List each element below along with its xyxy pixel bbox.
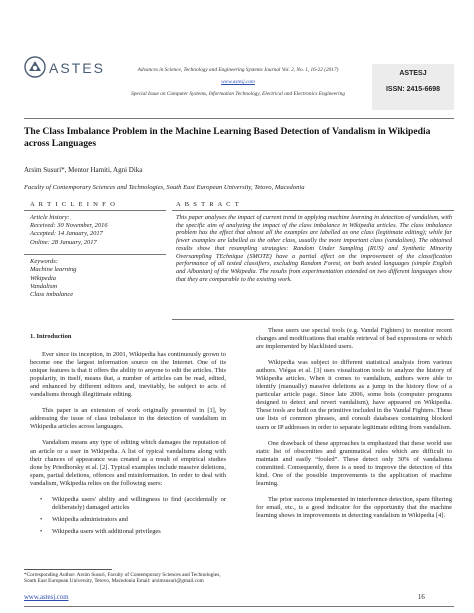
- keywords-heading: Keywords:: [30, 258, 58, 265]
- corresponding-author-footnote: *Corresponding Author: Arsim Susuri, Faculty of Contemporary Sciences and Technologies, South East European University, Tetovo, Macedonia Email: arsimsusuri@gmail.com: [24, 572, 221, 585]
- page-number: 16: [418, 594, 425, 601]
- paragraph: Vandalism means any type of editing which damages the reputation of an article or a user in Wikipedia. A list of typical vandalisms along with their chances of appearance was created as a result of empirical studies done by Priedhorsky et al. [2]. Typical examples include massive deletions, spam, partial deletions, offences and misinformation. In order to deal with vandalism, Wikipedia relies on the following users:: [30, 439, 226, 487]
- affiliation: Faculty of Contemporary Sciences and Technologies, South East European University, Tetovo, Macedonia: [24, 184, 305, 191]
- paragraph: The prior success implemented in interference detection, spam filtering for email, etc., is a good indicator for the opportunity that the machine learning shows in improvements in detecting vandalism in Wikipedia [4].: [256, 495, 452, 519]
- paragraph: This paper is an extension of work originally presented in [1], by addressing the issue of class imbalance in the detection of vandalism in Wikipedia articles across languages.: [30, 407, 226, 431]
- footnote-rule: [24, 569, 112, 570]
- abstract-label: A B S T R A C T: [176, 201, 241, 208]
- abstract-bottom-rule: [172, 319, 454, 320]
- journal-url-link[interactable]: www.astesj.com: [221, 79, 255, 86]
- abstract-rule: [172, 210, 454, 211]
- astes-logo: [24, 56, 120, 82]
- keyword-item: Class imbalance: [30, 291, 74, 299]
- history-heading: Article history:: [30, 214, 70, 221]
- user-list: [30, 496, 226, 536]
- paragraph: Ever since its inception, in 2001, Wikipedia has continuously grown to become one the largest information source on the Internet. One of its unique features is that it offers the ability to anyone to edit the articles. This popularity, in itself, means that, a number of articles can be read, edited, and enhanced by different editors and, inevitably, be subject to acts of vandalisms through illegitimate editing.: [30, 351, 226, 399]
- astes-logo-mark-icon: [24, 56, 46, 78]
- paragraph: These users use special tools (e.g. Vandal Fighters) to monitor recent changes and modifications that enable retrieval of bad expressions or which are implemented by blacklisted users.: [256, 327, 452, 351]
- journal-header: [110, 67, 366, 99]
- journal-line: Advances in Science, Technology and Engineering Systems Journal Vol. 2, No. 1, 16-22 (2017): [137, 67, 339, 73]
- special-issue-line: Special Issue on Computer Systems, Information Technology, Electrical and Electronics Engineering: [131, 91, 345, 98]
- list-item: • Wikipedia users' ability and willingness to find (accidentally or deliberately) damaged articles: [52, 496, 226, 512]
- article-info-label: A R T I C L E I N F O: [30, 201, 117, 208]
- issn: ISSN: 2415-6698: [385, 86, 441, 93]
- footer-url-link[interactable]: www.astesj.com: [24, 594, 69, 601]
- keyword-item: Machine learning: [30, 266, 77, 274]
- keyword-item: Wikipedia: [30, 274, 56, 282]
- header-divider: [24, 118, 454, 119]
- authors: Arsim Susuri*, Mentor Hamiti, Agni Dika: [24, 166, 143, 174]
- right-column: [256, 327, 452, 528]
- section-heading-introduction: 1. Introduction: [30, 333, 72, 340]
- left-column: [30, 333, 226, 540]
- logo-text: ASTES: [49, 60, 105, 76]
- paragraph: One drawback of these approaches is emphasized that these world use static list of obscenities and grammatical rules which are difficult to maintain and easily “fooled”. These detect only 30% of vandalisms committed. Consequently, there is a need to improve the detection of this kind. One of the possible improvements is the application of machine learning.: [256, 439, 452, 487]
- list-item: • Wikipedia users with additional privileges: [52, 528, 226, 536]
- article-history: [30, 214, 160, 247]
- keywords-rule: [24, 254, 166, 255]
- paragraph: Wikipedia was subject to different statistical analysis from various authors. Viégas et al. [3] uses visualization tools to analyze the history of Wikipedia articles. When it comes to vandalism, authors were able to identify (manually) massive deletions as a jump in the history flow of a particular article page. Since late 2006, some bots (computer programs designed to detect and revert vandalism), have appeared on Wikipedia. These tools are built on the primitive included in the Vandal Fighters. These use lists of common phrases, and consult databases containing blocked users or IP addresses in order to separate legitimate editing from vandalism.: [256, 359, 452, 431]
- online-date: Online: 28 January, 2017: [30, 238, 97, 246]
- footer-rule: [24, 606, 454, 607]
- abstract-text: This paper analyses the impact of current trend in applying machine learning in detection of vandalism, with the specific aim of analyzing the impact of the class imbalance in Wikipedia articles. The class imbalance problem has the effect that almost all the examples are labelled as one class (legitimate editing); while far fewer examples are labelled as the other class, usually the more important class (vandalism). The obtained results show that resampling strategies: Random Under Sampling (RUS) and Synthetic Minority Oversampling TEchnique (SMOTE) have a partial effect on the improvement of the classification performance of all tested classifiers, excluding Random Forest, on both tested languages (simple English and Albanian) of the Wikipedia. The results from experimentation extended on two different languages show that they are comparable to the existing work.: [176, 214, 452, 283]
- list-item: • Wikipedia administrators and: [52, 516, 226, 524]
- paper-title: The Class Imbalance Problem in the Machine Learning Based Detection of Vandalism in Wikipedia across Languages: [24, 126, 431, 149]
- keywords: [30, 258, 160, 299]
- article-info-rule: [24, 210, 166, 211]
- journal-abbrev: ASTESJ: [399, 70, 427, 77]
- accepted-date: Accepted: 14 January, 2017: [30, 230, 103, 238]
- received-date: Received: 30 November, 2016: [30, 222, 108, 230]
- journal-id-box: [372, 64, 454, 110]
- keyword-item: Vandalism: [30, 282, 58, 290]
